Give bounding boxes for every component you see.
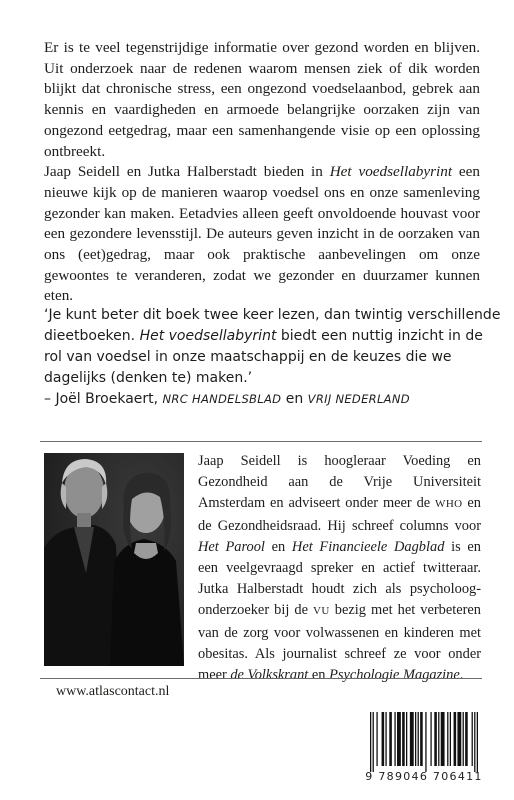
barcode-bar — [418, 712, 419, 766]
bio-vu: VU — [313, 605, 330, 618]
press-quote — [44, 305, 504, 410]
bio-text-e: bezig met het verbeteren van de zorg voor volwassenen en kinderen met obesitas. Als journalist schreef ze voor onder meer — [198, 602, 481, 684]
barcode-bar — [474, 712, 475, 772]
barcode-bar — [389, 712, 392, 766]
quote-source-nrc: NRC HANDELSBLAD — [162, 392, 282, 406]
barcode-bar — [438, 712, 439, 766]
barcode-bar — [425, 712, 426, 772]
bio-who: WHO — [435, 498, 463, 511]
bio-text-c: en — [264, 538, 292, 555]
bio-text-g: . — [459, 667, 464, 684]
barcode-bar — [457, 712, 461, 766]
bio-text-f: en — [308, 667, 330, 684]
author-photo-image — [44, 453, 184, 666]
bio-paragraph — [198, 451, 481, 686]
barcode-bar — [465, 712, 468, 766]
quote-text — [44, 305, 504, 389]
barcode-bar — [382, 712, 385, 766]
barcode-bar — [397, 712, 401, 766]
blurb-paragraph-2 — [44, 162, 480, 307]
barcode-bar — [434, 712, 437, 766]
barcode-bar — [385, 712, 386, 766]
quote-text-b: biedt een nuttig inzicht in de rol van voedsel in onze maatschappij en de keuzes die we dagelijks (denken te) maken.’ — [44, 328, 483, 386]
bio-parool: Het Parool — [198, 538, 265, 555]
barcode-bar — [376, 712, 377, 766]
divider-top — [40, 441, 482, 442]
back-cover-blurb — [44, 38, 480, 307]
barcode-bar — [420, 712, 423, 766]
barcode-bar — [441, 712, 445, 766]
barcode-bar — [454, 712, 457, 766]
divider-bottom — [40, 678, 482, 679]
quote-source-vn: VRIJ NEDERLAND — [307, 392, 410, 406]
barcode-bar — [402, 712, 405, 766]
quote-and: en — [281, 391, 308, 407]
publisher-website[interactable]: www.atlascontact.nl — [56, 684, 170, 699]
barcode-bar — [406, 712, 407, 766]
quote-author: – Joël Broekaert, — [44, 391, 163, 407]
barcode-bar — [463, 712, 464, 766]
barcode-bar — [472, 712, 473, 766]
barcode-bar — [447, 712, 448, 766]
barcode-bar — [394, 712, 395, 766]
quote-text-a: ‘Je kunt beter dit boek twee keer lezen, dan twintig verschillende dieetboeken. — [44, 307, 501, 344]
quote-attribution — [44, 389, 504, 410]
barcode-bars — [370, 712, 478, 772]
author-photo — [44, 453, 184, 666]
isbn-barcode — [364, 712, 484, 787]
isbn-number: 9 789046 706411 — [365, 770, 483, 783]
barcode-bar — [373, 712, 374, 772]
bio-volkskrant: de Volkskrant — [230, 667, 309, 684]
blurb-p2-text-b: een nieuwe kijk op de manieren waarop voedsel ons en onze samenleving gezonder kan maken. Eetadvies alleen geeft onvoldoende houvast voor een gezondere levensstijl. De auteurs geven inzicht in de oorzaken van ons (eet)gedrag, maar ook praktische aanbevelingen om onze gewoontes te veranderen, zodat we gezonder en duurzamer kunnen eten. — [44, 163, 481, 305]
barcode-bar — [477, 712, 478, 772]
barcode-bar — [370, 712, 371, 772]
blurb-book-title: Het voedsellabyrint — [329, 163, 453, 181]
barcode-bar — [415, 712, 416, 766]
bio-text-a: Jaap Seidell is hoogleraar Voeding en Gezondheid aan de Vrije Universiteit Amsterdam en adviseert onder meer de — [198, 453, 481, 512]
bio-text-d: is en een veelgevraagd spreker en actief twitteraar. Jutka Halberstadt houdt zich als psycholoog-onderzoeker bij de — [198, 538, 481, 619]
barcode-bar — [430, 712, 431, 766]
barcode-bar — [410, 712, 414, 766]
bio-text-b: en de Gezondheidsraad. Hij schreef columns voor — [198, 495, 481, 534]
barcode-bar — [450, 712, 451, 766]
blurb-paragraph-1: Er is te veel tegenstrijdige informatie over gezond worden en blijven. Uit onderzoek naar de redenen waarom mensen ziek of dik worden blijkt dat chronische stress, een ongezond voedselaanbod, gebrek aan kennis en vaardigheden en armoede belangrijke oorzaken zijn van ongezond eetgedrag, maar een samenhangende visie op een oplossing ontbreekt. — [44, 39, 480, 160]
bio-psychologie: Psychologie Magazine — [329, 667, 460, 684]
blurb-p2-text-a: Jaap Seidell en Jutka Halberstadt bieden in — [44, 163, 330, 181]
author-bio — [198, 451, 481, 686]
bio-fd: Het Financieele Dagblad — [291, 538, 445, 555]
quote-book-title: Het voedsellabyrint — [139, 328, 277, 344]
